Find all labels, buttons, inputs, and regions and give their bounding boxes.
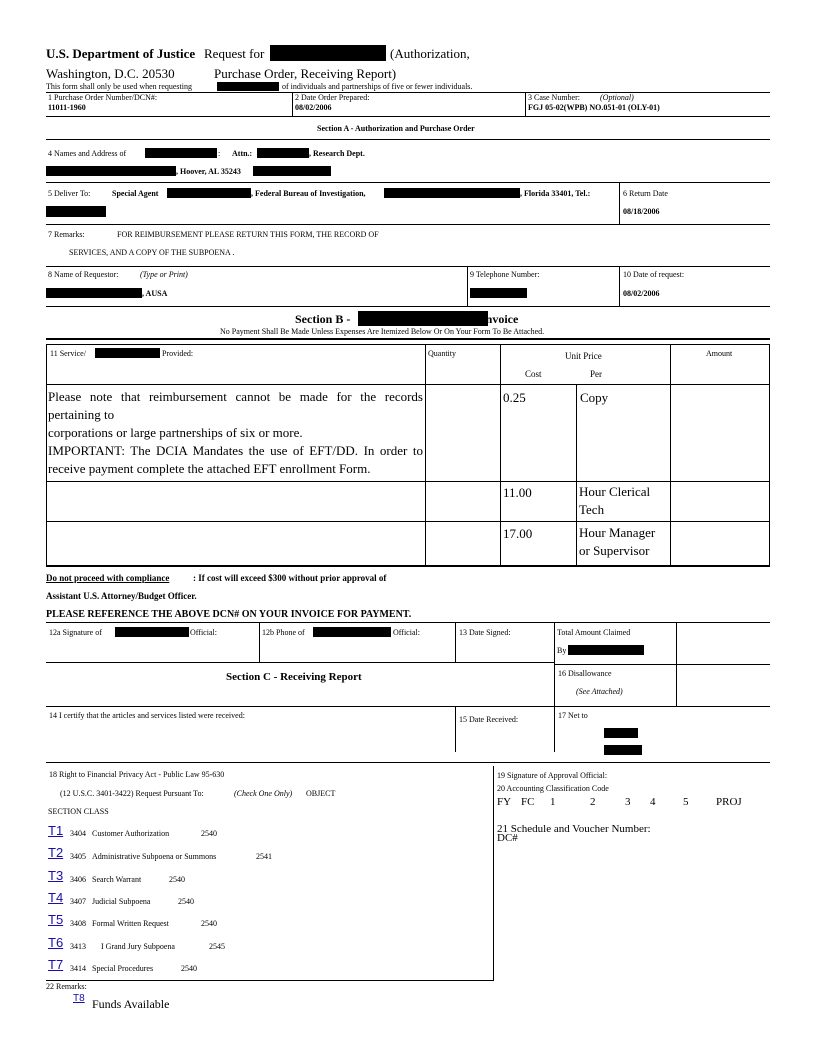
code-proj: PROJ	[716, 796, 742, 808]
remarks-label: 7 Remarks:	[48, 230, 85, 239]
cost-header: Cost	[525, 369, 542, 379]
provided-label: Provided:	[162, 349, 194, 358]
title-line2: Purchase Order, Receiving Report)	[214, 66, 397, 81]
redaction	[257, 148, 309, 158]
redaction	[604, 745, 642, 755]
signature-official: Official:	[190, 628, 217, 637]
return-date-label: 6 Return Date	[623, 189, 668, 198]
colon: :	[218, 149, 221, 158]
research-dept: , Research Dept.	[309, 149, 365, 158]
redaction	[115, 627, 189, 637]
redaction	[384, 188, 520, 198]
per-header: Per	[590, 369, 602, 379]
redaction	[167, 188, 251, 198]
section-code: 3406	[70, 875, 86, 884]
case-number: FGJ 05-02(WPB) NO.051-01 (OLY-01)	[528, 103, 660, 112]
phone-of-label: 12b Phone of	[262, 628, 305, 637]
date-signed-label: 13 Date Signed:	[459, 628, 511, 637]
requestor-name: , AUSA	[142, 289, 168, 298]
compliance-warning-rest: : If cost will exceed $300 without prior approval of	[193, 573, 387, 583]
quantity-header: Quantity	[428, 349, 456, 358]
code-fc: FC	[521, 796, 535, 808]
funds-available: Funds Available	[92, 997, 170, 1011]
privacy-item-name: I Grand Jury Subpoena	[101, 942, 175, 951]
accounting-label: 20 Accounting Classification Code	[497, 784, 609, 793]
request-date-label: 10 Date of request:	[623, 270, 685, 279]
remarks-22-label: 22 Remarks:	[46, 982, 87, 991]
section-b-title: Section B -	[295, 312, 351, 326]
dc-label: DC#	[497, 832, 518, 844]
invoice-row-1-description: Please note that reimbursement cannot be made for the records pertaining to corporations or large partnerships of six or more. IMPORTANT: The DCIA Mandates the use of EFT/DD. In order to receive payment complete the attached EFT enrollment Form.	[48, 389, 423, 476]
privacy-item-name: Administrative Subpoena or Summons	[92, 852, 217, 861]
code-1: 1	[550, 796, 556, 808]
object-code: 2541	[256, 852, 272, 861]
redaction	[46, 288, 142, 298]
invoice-row-2-per: Hour Clerical Tech	[579, 484, 651, 517]
remarks-line2: SERVICES, AND A COPY OF THE SUBPOENA .	[69, 248, 235, 257]
invoice-row-1-per: Copy	[580, 390, 609, 405]
code-4: 4	[650, 796, 656, 808]
privacy-title: 18 Right to Financial Privacy Act - Public Law 95-630	[49, 770, 225, 779]
date-prepared: 08/02/2006	[295, 103, 332, 112]
amount-header: Amount	[706, 349, 733, 358]
check-one-only: (Check One Only)	[234, 789, 293, 798]
invoice-row-2-cost: 11.00	[503, 485, 532, 500]
link-t8[interactable]: T8	[73, 993, 85, 1004]
object-code: 2540	[181, 964, 197, 973]
section-code: 3413	[70, 942, 86, 951]
certify-text: 14 I certify that the articles and services listed were received:	[49, 711, 245, 720]
requestor-hint: (Type or Print)	[140, 270, 188, 279]
form-note-suffix: of individuals and partnerships of five or fewer individuals.	[282, 82, 473, 91]
request-date: 08/02/2006	[623, 289, 660, 298]
invoice-row-3-cost: 17.00	[503, 526, 533, 541]
approval-signature-label: 19 Signature of Approval Official:	[497, 771, 608, 780]
redaction	[270, 45, 386, 61]
telephone-label: 9 Telephone Number:	[470, 270, 540, 279]
address: Washington, D.C. 20530	[46, 66, 175, 81]
deliver-label: 5 Deliver To:	[48, 189, 91, 198]
section-code: 3405	[70, 852, 86, 861]
object-code: 2545	[209, 942, 225, 951]
requestor-label: 8 Name of Requestor:	[48, 270, 119, 279]
code-5: 5	[683, 796, 689, 808]
unit-price-header: Unit Price	[565, 351, 602, 361]
redaction	[95, 348, 160, 358]
redaction	[313, 627, 391, 637]
link-t2[interactable]: T2	[48, 845, 64, 860]
names-label: 4 Names and Address of	[48, 149, 127, 158]
date-prepared-label: 2 Date Order Prepared:	[295, 93, 370, 102]
request-for: Request for	[204, 46, 265, 61]
section-c-title: Section C - Receiving Report	[226, 671, 362, 683]
code-3: 3	[625, 796, 631, 808]
redaction	[568, 645, 644, 655]
redaction	[217, 82, 279, 91]
link-t1[interactable]: T1	[48, 823, 64, 838]
section-code: 3404	[70, 829, 86, 838]
schedule-label: 21 Schedule and Voucher Number:	[497, 823, 651, 835]
disallowance-label: 16 Disallowance	[558, 669, 612, 678]
invoice-row-1-cost: 0.25	[503, 390, 526, 405]
redaction	[358, 311, 488, 326]
privacy-item-name: Judicial Subpoena	[92, 897, 151, 906]
by-label: By	[557, 646, 567, 655]
redaction	[145, 148, 217, 158]
link-t3[interactable]: T3	[48, 868, 64, 883]
city: , Hoover, AL 35243	[176, 167, 241, 176]
phone-official: Official:	[393, 628, 420, 637]
code-fy: FY	[497, 796, 512, 808]
privacy-item-name: Formal Written Request	[92, 919, 169, 928]
section-b-invoice: Invoice	[481, 312, 519, 326]
redaction	[46, 166, 176, 176]
redaction	[470, 288, 527, 298]
object-code: 2540	[201, 829, 217, 838]
redaction	[253, 166, 331, 176]
signature-label: 12a Signature of	[49, 628, 102, 637]
date-received-label: 15 Date Received:	[459, 715, 519, 724]
total-claimed-label: Total Amount Claimed	[557, 628, 631, 637]
code-2: 2	[590, 796, 596, 808]
redaction	[604, 728, 638, 738]
section-code: 3408	[70, 919, 86, 928]
fbi: , Federal Bureau of Investigation,	[251, 189, 366, 198]
see-attached: (See Attached)	[576, 687, 623, 696]
po-number: 11011-1960	[48, 103, 86, 112]
section-code: 3414	[70, 964, 86, 973]
redaction	[46, 206, 106, 217]
usc-text: (12 U.S.C. 3401-3422) Request Pursuant To:	[60, 789, 204, 798]
service-label: 11 Service/	[50, 349, 86, 358]
po-label: 1 Purchase Order Number/DCN#:	[48, 93, 158, 102]
net-to-label: 17 Net to	[558, 711, 588, 720]
section-code: 3407	[70, 897, 86, 906]
object-code: 2540	[169, 875, 185, 884]
privacy-item-name: Search Warrant	[92, 875, 142, 884]
return-date: 08/18/2006	[623, 207, 660, 216]
object-code: 2540	[178, 897, 194, 906]
attn-label: Attn.:	[232, 149, 253, 158]
link-t4[interactable]: T4	[48, 890, 64, 905]
case-optional: (Optional)	[600, 93, 634, 102]
link-t6[interactable]: T6	[48, 935, 64, 950]
link-t7[interactable]: T7	[48, 957, 64, 972]
section-class-header: SECTION CLASS	[48, 807, 109, 816]
object-header: OBJECT	[306, 789, 336, 798]
case-label: 3 Case Number:	[528, 93, 580, 102]
special-agent: Special Agent	[112, 189, 159, 198]
florida: , Florida 33401, Tel.:	[520, 189, 591, 198]
privacy-item-name: Customer Authorization	[92, 829, 170, 838]
link-t5[interactable]: T5	[48, 912, 64, 927]
title-suffix: (Authorization,	[390, 46, 470, 61]
compliance-warning: Do not proceed with compliance	[46, 573, 170, 583]
agency-name: U.S. Department of Justice	[46, 46, 196, 61]
compliance-line2: Assistant U.S. Attorney/Budget Officer.	[46, 591, 197, 601]
object-code: 2540	[201, 919, 217, 928]
form-note-prefix: This form shall only be used when requesting	[46, 82, 192, 91]
privacy-item-name: Special Procedures	[92, 964, 154, 973]
dcn-reference: PLEASE REFERENCE THE ABOVE DCN# ON YOUR INVOICE FOR PAYMENT.	[46, 609, 412, 620]
remarks-line1: FOR REIMBURSEMENT PLEASE RETURN THIS FORM, THE RECORD OF	[117, 230, 379, 239]
invoice-row-3-per: Hour Manager or Supervisor	[579, 525, 656, 558]
payment-notice: No Payment Shall Be Made Unless Expenses Are Itemized Below Or On Your Form To Be Attached.	[220, 327, 545, 336]
section-a-title: Section A - Authorization and Purchase Order	[317, 124, 475, 133]
